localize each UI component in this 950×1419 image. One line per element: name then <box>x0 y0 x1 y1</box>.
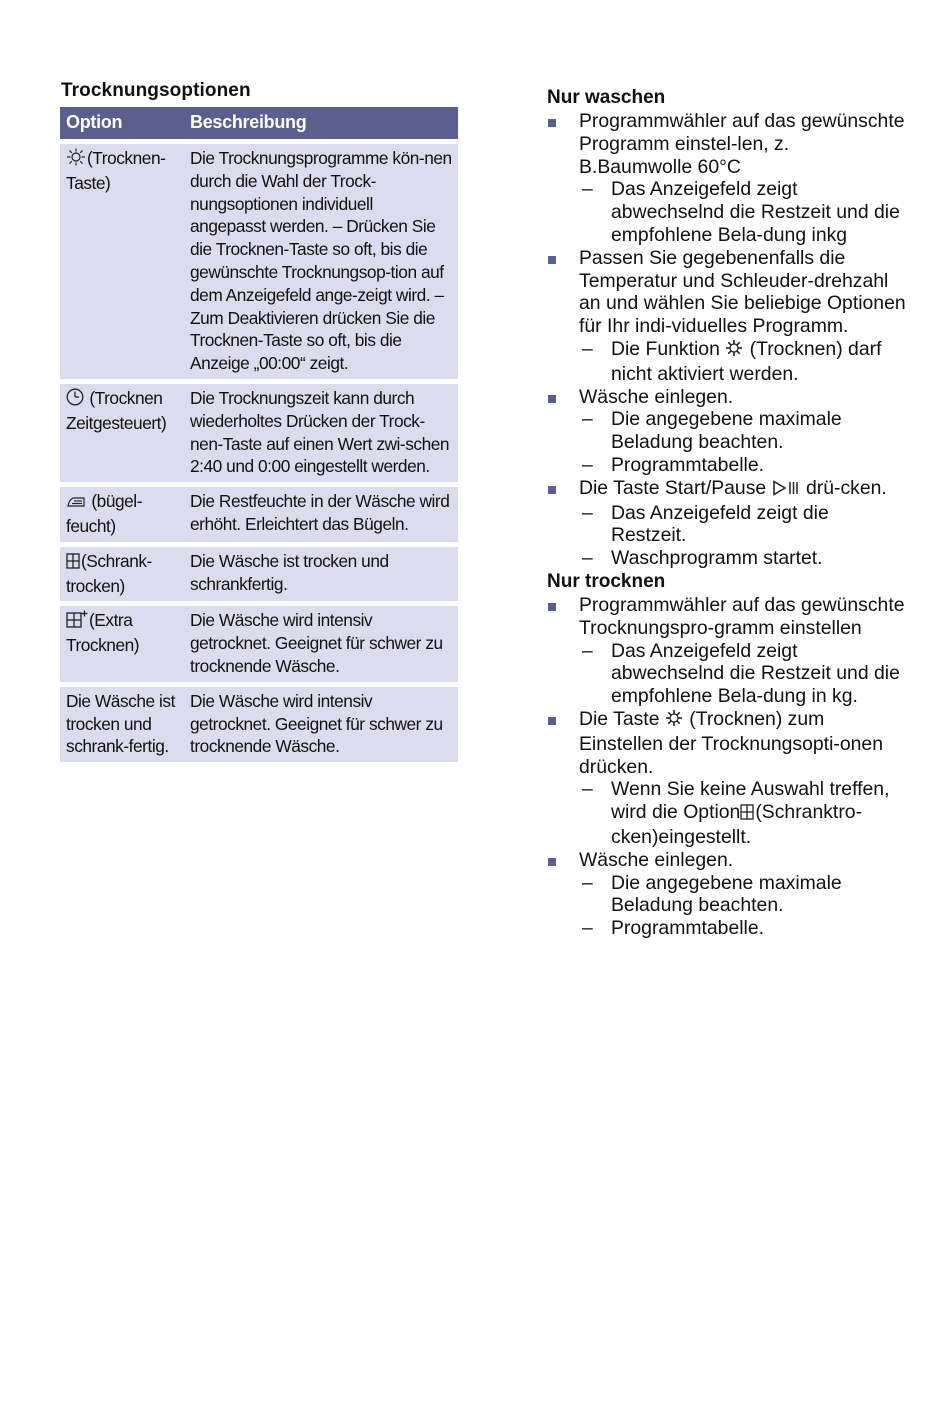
column-header-description: Beschreibung <box>184 107 458 139</box>
section-title: Trocknungsoptionen <box>61 80 251 101</box>
sub-list <box>579 778 907 848</box>
wash-steps-list <box>547 110 907 570</box>
table-header-row <box>60 107 458 139</box>
start-pause-icon <box>772 479 800 502</box>
sub-list <box>579 872 907 940</box>
column-header-option: Option <box>60 107 184 139</box>
heading-nur-trocknen: Nur trocknen <box>547 570 666 592</box>
table-row <box>60 144 458 379</box>
dry-function-icon <box>725 339 743 363</box>
sub-list-item: – Programmtabelle. <box>579 917 907 940</box>
description-cell: Die Trocknungszeit kann durch wiederholtes Drücken der Trock-nen-Taste auf einen Wert zwi-schen 2:40 und 0:00 eingestellt werden. <box>184 384 458 482</box>
sub-list-item <box>579 778 907 848</box>
sub-list <box>579 408 907 476</box>
sub-list-item: – Die angegebene maximale Beladung beachten. <box>579 872 907 918</box>
sub-list <box>579 338 907 386</box>
list-item <box>547 110 907 247</box>
option-label: (Extra Trocknen) <box>66 610 140 656</box>
sub-list <box>579 502 907 570</box>
sub-list-item: – Das Anzeigefeld zeigt abwechselnd die Restzeit und die empfohlene Bela-dung in kg. <box>579 640 907 708</box>
step-text: Wäsche einlegen. <box>579 848 734 871</box>
step-text: Passen Sie gegebenenfalls die Temperatur und Schleuder-drehzahl an und wählen Sie beliebige Optionen für Ihr indi-viduelles Programm. <box>579 246 906 338</box>
clock-icon <box>66 388 84 412</box>
list-item <box>547 477 907 570</box>
option-cell <box>60 547 184 602</box>
option-label: (bügel-feucht) <box>66 491 142 536</box>
list-item <box>547 247 907 386</box>
table-row <box>60 384 458 482</box>
table-row <box>60 687 458 762</box>
sub-list-item: – Die angegebene maximale Beladung beachten. <box>579 408 907 454</box>
drying-options-section <box>60 80 458 767</box>
option-cell <box>60 487 184 542</box>
sub-text: Die Funktion <box>611 337 720 360</box>
description-cell: Die Trocknungsprogramme kön-nen durch die Wahl der Trock-nungsoptionen individuell angepasst werden. – Drücken Sie die Trocknen-Taste so oft, bis die gewünschte Trocknungsop-tion auf dem Anzeigefeld ange-zeigt wird. – Zum Deaktivieren drücken Sie die Trocknen-Taste so oft, bis die Anzeige „00:00“ zeigt. <box>184 144 458 379</box>
heading-nur-waschen: Nur waschen <box>547 87 666 108</box>
table-row <box>60 487 458 542</box>
sub-list-item: – Das Anzeigefeld zeigt abwechselnd die Restzeit und die empfohlene Bela-dung inkg <box>579 178 907 246</box>
cupboard-icon <box>740 803 754 826</box>
sub-list <box>579 640 907 708</box>
instructions-column <box>547 86 907 940</box>
option-label: (Trocknen-Taste) <box>66 148 166 193</box>
sub-list-item: – Waschprogramm startet. <box>579 547 907 570</box>
list-item <box>547 708 907 849</box>
step-text: (Trocknen) zum Einstellen der Trocknungsopti-onen drücken. <box>579 707 883 778</box>
sub-list-item: – Das Anzeigefeld zeigt die Restzeit. <box>579 502 907 548</box>
list-item <box>547 594 907 708</box>
list-item <box>547 386 907 477</box>
description-cell: Die Restfeuchte in der Wäsche wird erhöht. Erleichtert das Bügeln. <box>184 487 458 542</box>
step-text: Wäsche einlegen. <box>579 385 734 408</box>
table-row <box>60 547 458 602</box>
iron-icon <box>66 492 86 515</box>
step-text: Programmwähler auf das gewünschte Programm einstel-len, z. B.Baumwolle 60°C <box>579 110 905 178</box>
description-cell: Die Wäsche wird intensiv getrocknet. Geeignet für schwer zu trocknende Wäsche. <box>184 606 458 681</box>
sub-text: (Schranktro-cken)eingestellt. <box>611 801 863 848</box>
dry-steps-list <box>547 594 907 940</box>
description-cell: Die Wäsche wird intensiv getrocknet. Geeignet für schwer zu trocknende Wäsche. <box>184 687 458 762</box>
sub-text: (Trocknen) darf nicht aktiviert werden. <box>611 337 882 385</box>
cupboard-plus-icon <box>66 610 88 634</box>
option-cell <box>60 144 184 379</box>
sub-text: Wenn Sie keine Auswahl treffen, wird die Option <box>611 778 890 824</box>
step-text: Programmwähler auf das gewünschte Trocknungspro-gramm einstellen <box>579 593 905 639</box>
drying-options-table <box>60 102 458 767</box>
option-label: (Schrank-trocken) <box>66 550 152 596</box>
sub-list-item <box>579 338 907 386</box>
sub-list-item: – Programmtabelle. <box>579 454 907 477</box>
option-cell <box>60 384 184 482</box>
table-row <box>60 606 458 681</box>
option-label: (Trocknen Zeitgesteuert) <box>66 387 167 433</box>
dry-function-icon <box>665 709 683 733</box>
sun-icon <box>66 148 86 172</box>
cupboard-icon <box>66 552 80 575</box>
sub-list <box>579 178 907 246</box>
step-text: Die Taste <box>579 707 660 730</box>
list-item <box>547 849 907 940</box>
step-text: Die Taste Start/Pause <box>579 476 767 499</box>
description-cell: Die Wäsche ist trocken und schrankfertig. <box>184 547 458 602</box>
step-text: drü-cken. <box>805 476 887 499</box>
option-cell <box>60 606 184 681</box>
option-cell: Die Wäsche ist trocken und schrank-fertig. <box>60 687 184 762</box>
